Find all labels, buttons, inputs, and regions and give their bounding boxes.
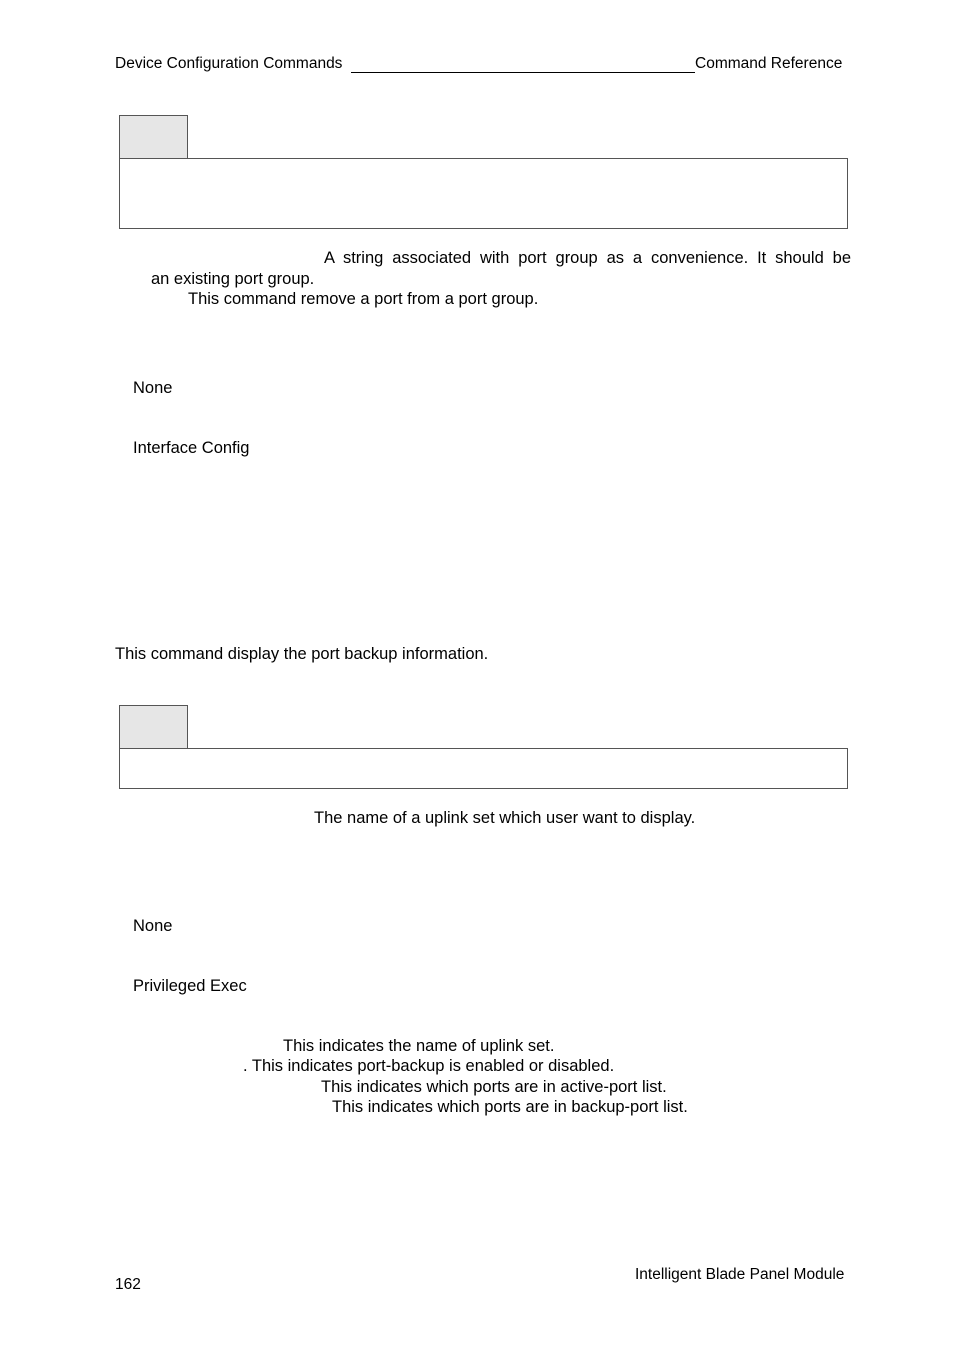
section-intro: This command display the port backup information.: [115, 645, 489, 663]
syntax-tab: [119, 115, 188, 159]
header-left: Device Configuration Commands: [115, 55, 343, 72]
output-description-active: This indicates which ports are in active-port list.: [321, 1078, 667, 1096]
header-right: Command Reference: [695, 55, 843, 72]
default-value: None: [133, 379, 173, 397]
default-value: None: [133, 917, 173, 935]
command-mode: Interface Config: [133, 439, 250, 457]
syntax-box: [119, 158, 848, 229]
parameter-description: A string associated with port group as a convenience. It should be: [324, 249, 851, 267]
parameter-description: The name of a uplink set which user want to display.: [314, 809, 696, 827]
output-description-backup: This indicates which ports are in backup-port list.: [332, 1098, 688, 1116]
syntax-box: [119, 748, 848, 789]
header-rule: [351, 72, 695, 73]
page-number: 162: [115, 1276, 141, 1293]
command-description: This command remove a port from a port group.: [188, 290, 539, 308]
footer-product: Intelligent Blade Panel Module: [635, 1266, 845, 1283]
parameter-description-cont: an existing port group.: [151, 270, 315, 288]
command-mode: Privileged Exec: [133, 977, 247, 995]
syntax-tab: [119, 705, 188, 749]
output-description-name: This indicates the name of uplink set.: [283, 1037, 555, 1055]
output-description-status: . This indicates port-backup is enabled or disabled.: [243, 1057, 615, 1075]
